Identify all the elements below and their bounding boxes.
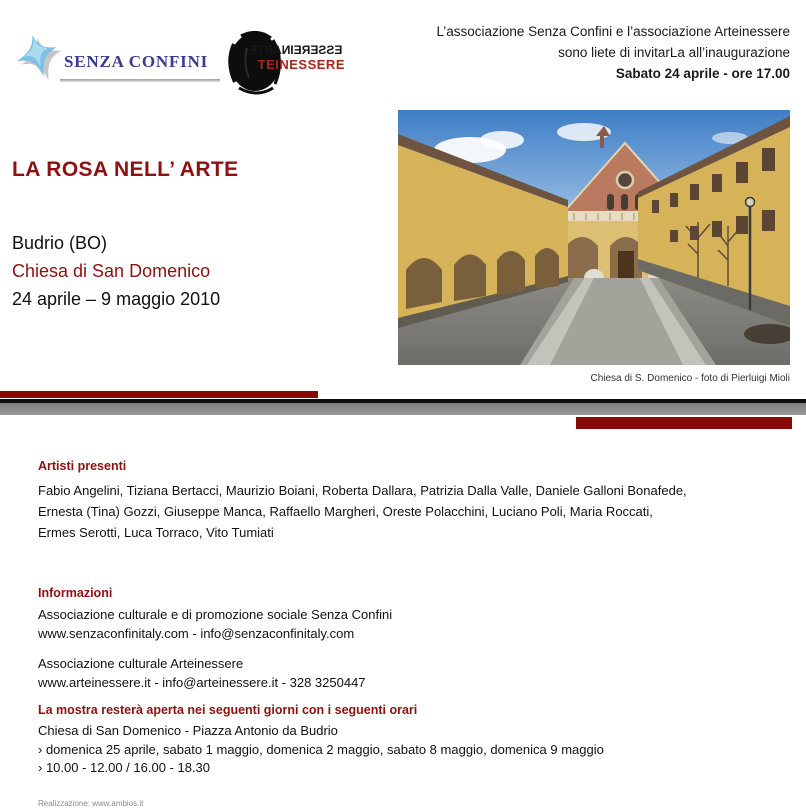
artists-line: Ermes Serotti, Luca Torraco, Vito Tumiati xyxy=(38,525,274,540)
info-senza-confini xyxy=(38,606,778,643)
opening-hours-section xyxy=(38,702,778,778)
artists-line: Fabio Angelini, Tiziana Bertacci, Maurizio Boiani, Roberta Dallara, Patrizia Dalla Valle, Daniele Galloni Bonafede, xyxy=(38,483,687,498)
senza-confini-underline xyxy=(60,79,220,82)
red-bar-right xyxy=(576,417,792,429)
hours-address: Chiesa di San Domenico - Piazza Antonio da Budrio xyxy=(38,723,338,738)
invitation-text xyxy=(437,21,790,84)
artists-section xyxy=(38,458,778,543)
senza-confini-star-icon xyxy=(8,30,64,84)
hours-details xyxy=(38,722,778,778)
red-bar-left xyxy=(0,391,318,398)
info-association-contacts: www.arteinessere.it - info@arteinessere.it - 328 3250447 xyxy=(38,674,366,690)
photo-caption: Chiesa di S. Domenico - foto di Pierluigi Mioli xyxy=(590,373,790,384)
info-heading: Informazioni xyxy=(38,586,113,600)
event-dates: 24 aprile – 9 maggio 2010 xyxy=(12,289,221,309)
footer-credit: Realizzazione: www.ambios.it xyxy=(38,799,144,808)
info-association-contacts: www.senzaconfinitaly.com - info@senzaconfinitaly.com xyxy=(38,625,355,641)
info-association-name: Associazione culturale e di promozione sociale Senza Confini xyxy=(38,607,393,622)
event-venue: Chiesa di San Domenico xyxy=(12,261,211,281)
invitation-line-2: sono liete di invitarLa all’inaugurazione xyxy=(558,45,790,60)
arteinessere-mirrored-text: ESSEREINARTE xyxy=(249,43,343,57)
exhibition-title: LA ROSA NELL’ ARTE xyxy=(12,158,239,181)
hours-heading: La mostra resterà aperta nei seguenti giorni con i seguenti orari xyxy=(38,703,418,717)
hours-times: › 10.00 - 12.00 / 16.00 - 18.30 xyxy=(38,760,211,775)
arteinessere-wordmark xyxy=(249,44,345,72)
info-arteinessere xyxy=(38,655,778,692)
info-section xyxy=(38,585,778,692)
invitation-date-time: Sabato 24 aprile - ore 17.00 xyxy=(615,66,790,81)
senza-confini-logo xyxy=(8,30,220,88)
gray-bar xyxy=(0,403,806,416)
artists-heading: Artisti presenti xyxy=(38,459,127,473)
info-association-name: Associazione culturale Arteinessere xyxy=(38,656,244,671)
venue-photo xyxy=(398,110,790,365)
invitation-line-1: L’associazione Senza Confini e l’associazione Arteinessere xyxy=(436,24,790,39)
arteinessere-red-text: TEINESSERE xyxy=(257,57,345,72)
event-location: Budrio (BO) xyxy=(12,233,108,253)
venue-block xyxy=(12,229,220,313)
artists-line: Ernesta (Tina) Gozzi, Giuseppe Manca, Raffaello Margheri, Oreste Polacchini, Luciano Poli, Maria Roccati, xyxy=(38,504,653,519)
artists-names xyxy=(38,480,778,543)
arteinessere-logo xyxy=(225,30,345,96)
senza-confini-wordmark: SENZA CONFINI xyxy=(64,52,209,71)
hours-days: › domenica 25 aprile, sabato 1 maggio, domenica 2 maggio, sabato 8 maggio, domenica 9 maggio xyxy=(38,741,604,757)
